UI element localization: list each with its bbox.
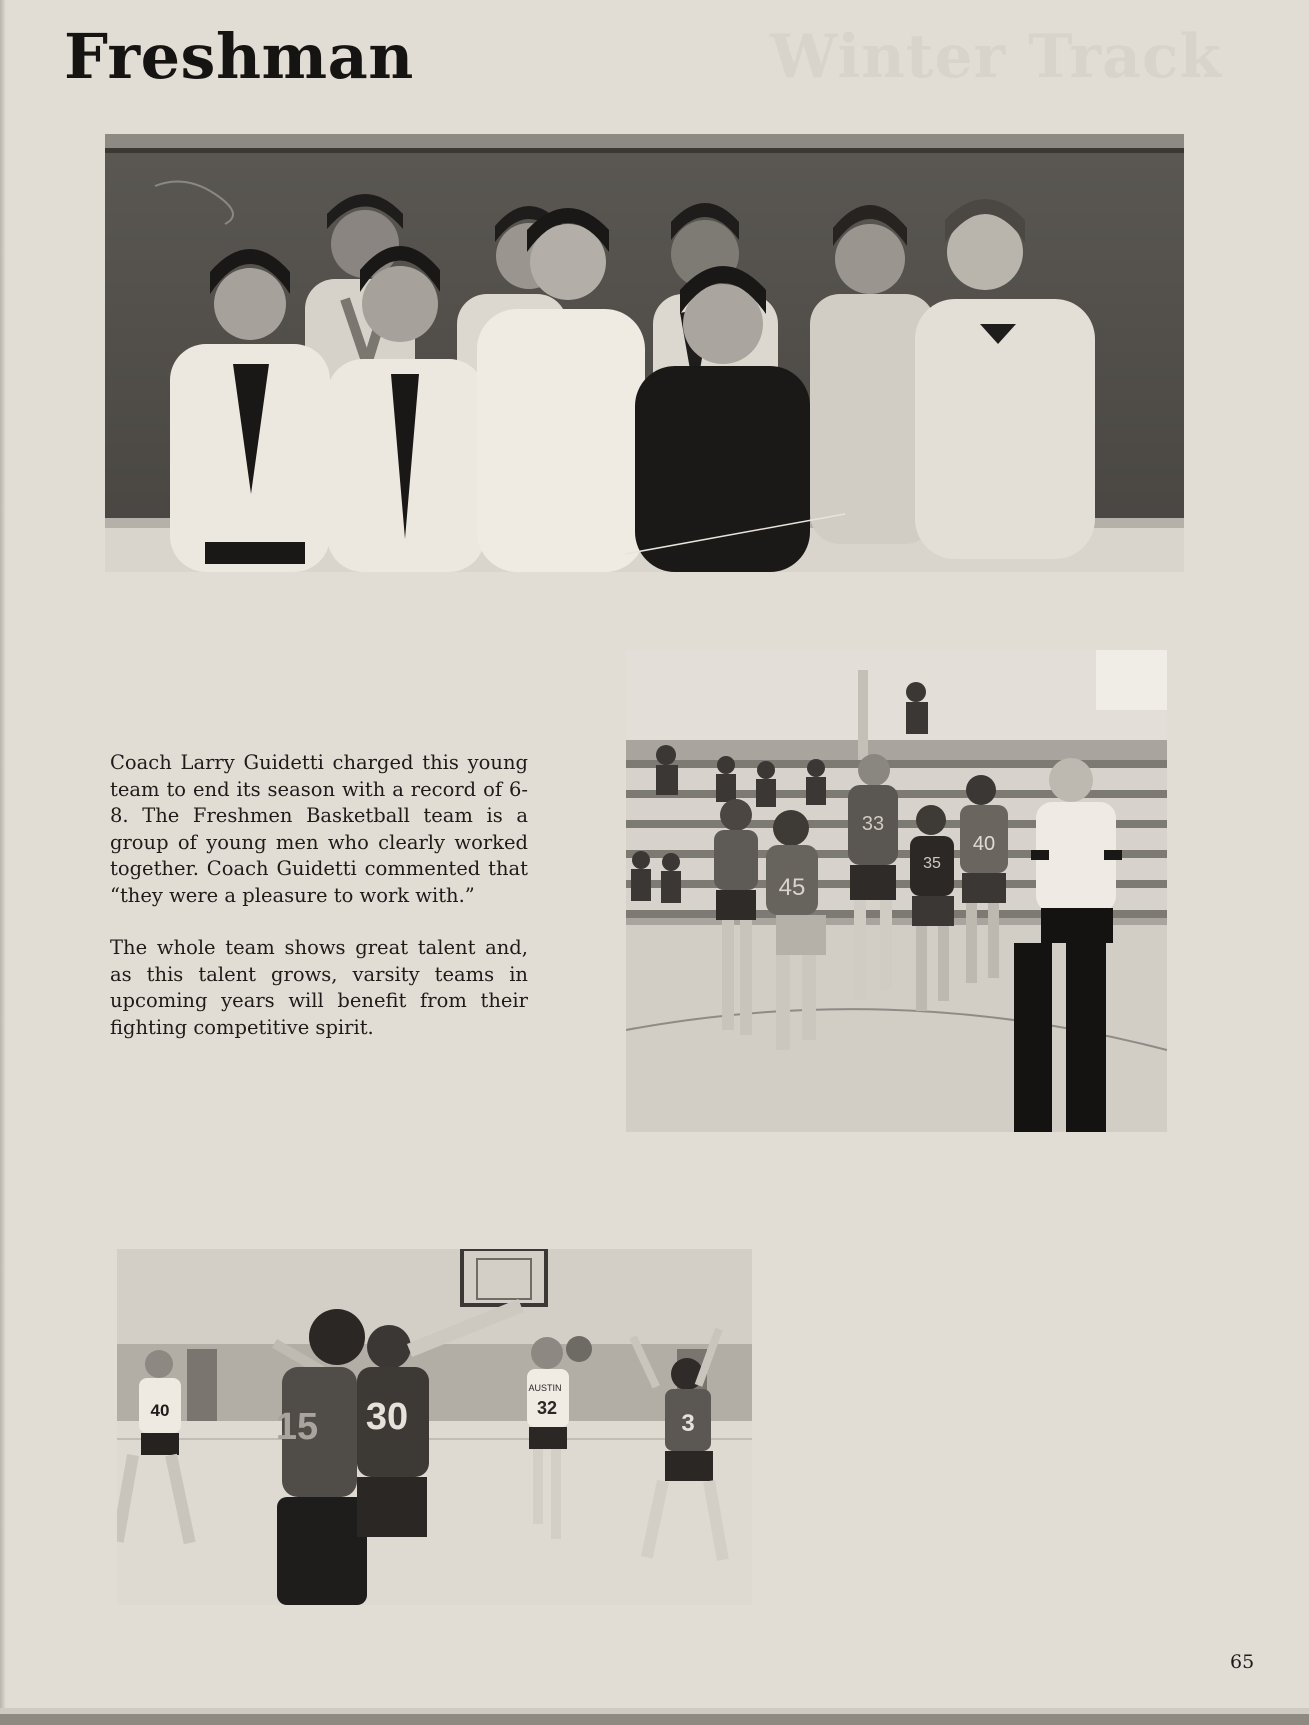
team-photo [105, 134, 1184, 572]
jersey-number: 30 [365, 1396, 409, 1438]
article-paragraph: The whole team shows great talent and, as this talent grows, varsity teams in upcoming years will benefit from their fighting competitive spirit. [110, 936, 528, 1039]
jersey-number: 40 [150, 1401, 170, 1420]
jersey-number: 15 [275, 1406, 319, 1448]
bleed-through-title: Winter Track [770, 22, 1223, 92]
game-action-photo [626, 650, 1167, 1132]
game-action-photo [117, 1249, 752, 1605]
article-text [110, 750, 528, 1041]
jersey-number: 32 [536, 1398, 558, 1418]
jersey-number: 3 [681, 1410, 695, 1437]
jersey-number: 33 [861, 813, 885, 835]
page-title: Freshman [64, 20, 414, 93]
page-edge [0, 1714, 1309, 1725]
jersey-number: 40 [972, 833, 996, 855]
team-name: AUSTIN [528, 1383, 562, 1393]
article-paragraph: Coach Larry Guidetti charged this young team to end its season with a record of 6-8. The Freshmen Basketball team is a group of young men who clearly worked together. Coach Guidetti commented that “they were a pleasure to work with.” [110, 751, 528, 907]
binding-shadow [0, 0, 6, 1725]
page-number: 65 [1230, 1651, 1255, 1673]
jersey-number: 45 [778, 874, 806, 901]
jersey-number: 35 [923, 855, 941, 872]
